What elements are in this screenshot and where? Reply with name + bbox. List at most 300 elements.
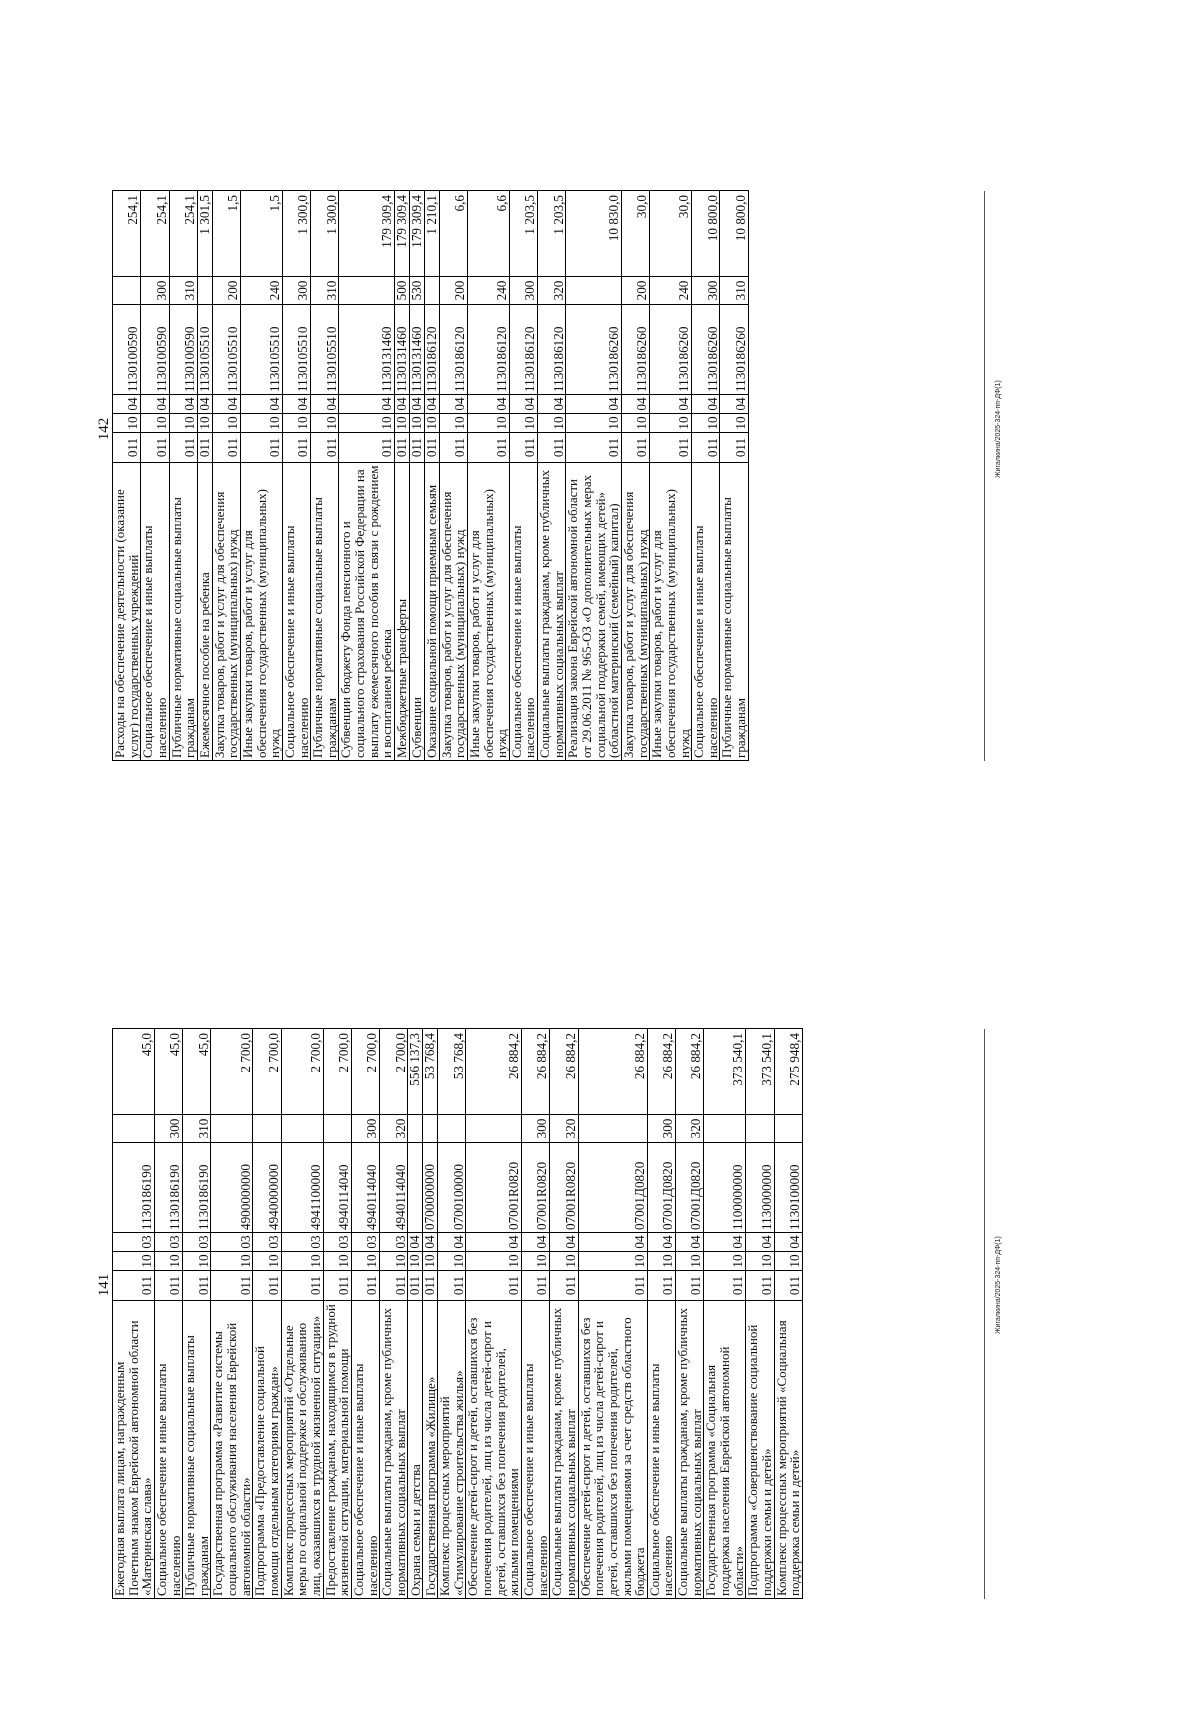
cell-name: Подпрограмма «Предоставление социальной помощи отдельным категориям граждан» <box>253 1301 281 1599</box>
table-row <box>438 1029 466 1599</box>
table-row <box>169 191 197 761</box>
table-row <box>113 1029 155 1599</box>
cell-admin: 011 <box>113 433 141 463</box>
cell-pr: 04 <box>647 1233 675 1252</box>
cell-csr: 1130186190 <box>183 1143 211 1233</box>
cell-pr: 04 <box>774 1233 802 1252</box>
cell-pr: 04 <box>409 395 424 414</box>
cell-sum: 1,5 <box>240 191 282 277</box>
cell-vr <box>281 1115 323 1143</box>
cell-sum: 2 700,0 <box>253 1029 281 1115</box>
cell-sum: 179 309,4 <box>395 191 410 277</box>
cell-admin: 011 <box>550 1271 578 1301</box>
cell-sum: 26 884,2 <box>647 1029 675 1115</box>
cell-name: Социальное обеспечение и иные выплаты населению <box>282 463 310 761</box>
cell-vr <box>566 277 622 305</box>
cell-sum: 1,5 <box>212 191 240 277</box>
cell-sum: 1 210,1 <box>424 191 439 277</box>
cell-admin: 011 <box>282 433 310 463</box>
cell-name: Иные закупки товаров, работ и услуг для обеспечения государственных (муниципальных) нужд <box>467 463 509 761</box>
cell-csr: 1130186260 <box>621 305 649 395</box>
cell-rz: 10 <box>647 1252 675 1271</box>
cell-rz: 10 <box>282 414 310 433</box>
cell-vr <box>339 277 395 305</box>
table-row <box>183 1029 211 1599</box>
cell-rz: 10 <box>323 1252 351 1271</box>
budget-table <box>112 1028 803 1599</box>
cell-rz: 10 <box>424 414 439 433</box>
cell-sum: 1 300,0 <box>282 191 310 277</box>
cell-admin: 011 <box>141 433 169 463</box>
cell-name: Межбюджетные трансферты <box>395 463 410 761</box>
cell-pr: 04 <box>113 395 141 414</box>
cell-rz: 10 <box>253 1252 281 1271</box>
cell-name: Государственная программа «Развитие системы социального обслуживания населения Еврейской автономной области» <box>211 1301 253 1599</box>
table-row <box>467 191 509 761</box>
cell-name: Закупка товаров, работ и услуг для обеспечения государственных (муниципальных) нужд <box>439 463 467 761</box>
cell-admin: 011 <box>395 433 410 463</box>
cell-admin: 011 <box>154 1271 182 1301</box>
cell-csr: 07001Д0820 <box>578 1143 647 1233</box>
cell-pr: 04 <box>311 395 339 414</box>
cell-admin: 011 <box>253 1271 281 1301</box>
cell-csr: 4941100000 <box>281 1143 323 1233</box>
cell-rz: 10 <box>154 1252 182 1271</box>
cell-pr: 04 <box>704 1233 746 1252</box>
cell-pr: 03 <box>351 1233 379 1252</box>
table-row <box>566 191 622 761</box>
cell-sum: 254,1 <box>113 191 141 277</box>
cell-csr: 0700000000 <box>423 1143 438 1233</box>
cell-csr: 1100000000 <box>704 1143 746 1233</box>
cell-vr: 530 <box>409 277 424 305</box>
cell-csr: 1130105510 <box>197 305 212 395</box>
cell-vr: 320 <box>550 1115 578 1143</box>
table-row <box>720 191 748 761</box>
cell-sum: 254,1 <box>141 191 169 277</box>
cell-name: Комплекс процессных мероприятий «Стимулирование строительства жилья» <box>438 1301 466 1599</box>
cell-pr: 04 <box>720 395 748 414</box>
cell-admin: 011 <box>409 433 424 463</box>
cell-rz: 10 <box>650 414 692 433</box>
cell-name: Реализация закона Еврейской автономной области от 29.06.2011 № 965-ОЗ «О дополнительных мерах социальной поддержки семей, имеющих детей» (областной материнский (семейный) капитал) <box>566 463 622 761</box>
cell-admin: 011 <box>212 433 240 463</box>
cell-csr: 1130131460 <box>395 305 410 395</box>
cell-admin: 011 <box>281 1271 323 1301</box>
cell-vr: 300 <box>509 277 537 305</box>
cell-csr: 1130105510 <box>240 305 282 395</box>
cell-csr: 1130186120 <box>424 305 439 395</box>
cell-name: Социальные выплаты гражданам, кроме публичных нормативных социальных выплат <box>550 1301 578 1599</box>
cell-pr: 04 <box>676 1233 704 1252</box>
cell-sum: 179 309,4 <box>409 191 424 277</box>
cell-name: Охрана семьи и детства <box>408 1301 423 1599</box>
footer-code: Жигалкина/2025-324-пп-ДФ(1) <box>995 1236 1002 1334</box>
cell-sum: 275 948,4 <box>774 1029 802 1115</box>
cell-pr: 04 <box>522 1233 550 1252</box>
cell-csr: 4940114040 <box>323 1143 351 1233</box>
cell-admin: 011 <box>509 433 537 463</box>
cell-name: Подпрограмма «Совершенствование социальной поддержки семьи и детей» <box>746 1301 774 1599</box>
cell-vr: 310 <box>169 277 197 305</box>
cell-vr <box>578 1115 647 1143</box>
cell-name: Предоставление гражданам, находящимся в трудной жизненной ситуации, материальной помощи <box>323 1301 351 1599</box>
cell-vr: 200 <box>212 277 240 305</box>
cell-name: Закупка товаров, работ и услуг для обеспечения государственных (муниципальных) нужд <box>212 463 240 761</box>
table-row <box>113 191 141 761</box>
cell-admin: 011 <box>538 433 566 463</box>
cell-rz: 10 <box>746 1252 774 1271</box>
cell-vr: 240 <box>650 277 692 305</box>
cell-admin: 011 <box>578 1271 647 1301</box>
cell-admin: 011 <box>621 433 649 463</box>
cell-name: Социальные выплаты гражданам, кроме публичных нормативных социальных выплат <box>380 1301 408 1599</box>
cell-admin: 011 <box>197 433 212 463</box>
cell-rz: 10 <box>550 1252 578 1271</box>
cell-pr: 04 <box>550 1233 578 1252</box>
cell-rz: 10 <box>704 1252 746 1271</box>
cell-rz: 10 <box>197 414 212 433</box>
cell-vr: 300 <box>647 1115 675 1143</box>
cell-csr: 07001Д0820 <box>676 1143 704 1233</box>
cell-admin: 011 <box>169 433 197 463</box>
cell-pr: 03 <box>253 1233 281 1252</box>
cell-csr: 1130186120 <box>439 305 467 395</box>
cell-name: Социальное обеспечение и иные выплаты населению <box>522 1301 550 1599</box>
cell-sum: 26 884,2 <box>466 1029 522 1115</box>
table-row <box>676 1029 704 1599</box>
cell-rz: 10 <box>676 1252 704 1271</box>
cell-rz: 10 <box>113 1252 155 1271</box>
cell-csr: 1130100590 <box>141 305 169 395</box>
cell-vr: 300 <box>282 277 310 305</box>
cell-rz: 10 <box>311 414 339 433</box>
cell-rz: 10 <box>467 414 509 433</box>
cell-name: Социальное обеспечение и иные выплаты населению <box>692 463 720 761</box>
cell-vr: 200 <box>439 277 467 305</box>
cell-pr: 04 <box>339 395 395 414</box>
cell-admin: 011 <box>323 1271 351 1301</box>
cell-name: Ежемесячное пособие на ребенка <box>197 463 212 761</box>
cell-pr: 04 <box>538 395 566 414</box>
cell-csr: 1130105510 <box>212 305 240 395</box>
table-row <box>408 1029 423 1599</box>
cell-rz: 10 <box>522 1252 550 1271</box>
cell-sum: 1 301,5 <box>197 191 212 277</box>
cell-pr: 04 <box>424 395 439 414</box>
cell-name: Публичные нормативные социальные выплаты гражданам <box>183 1301 211 1599</box>
cell-csr: 07001R0820 <box>466 1143 522 1233</box>
cell-admin: 011 <box>408 1271 423 1301</box>
table-row <box>240 191 282 761</box>
cell-pr: 03 <box>380 1233 408 1252</box>
cell-sum: 53 768,4 <box>423 1029 438 1115</box>
cell-vr <box>113 1115 155 1143</box>
cell-csr: 1130100590 <box>113 305 141 395</box>
cell-rz: 10 <box>141 414 169 433</box>
cell-csr: 1130186260 <box>650 305 692 395</box>
cell-csr: 07001R0820 <box>550 1143 578 1233</box>
cell-name: Государственная программа «Социальная поддержка населения Еврейской автономной области» <box>704 1301 746 1599</box>
cell-rz: 10 <box>408 1252 423 1271</box>
cell-vr <box>211 1115 253 1143</box>
cell-name: Государственная программа «Жилище» <box>423 1301 438 1599</box>
cell-rz: 10 <box>169 414 197 433</box>
cell-rz: 10 <box>692 414 720 433</box>
cell-admin: 011 <box>439 433 467 463</box>
cell-csr: 1130186260 <box>720 305 748 395</box>
cell-sum: 30,0 <box>621 191 649 277</box>
cell-name: Расходы на обеспечение деятельности (оказание услуг) государственных учреждений <box>113 463 141 761</box>
cell-admin: 011 <box>240 433 282 463</box>
cell-sum: 30,0 <box>650 191 692 277</box>
cell-vr <box>424 277 439 305</box>
cell-csr: 1130186120 <box>538 305 566 395</box>
table-row <box>141 191 169 761</box>
cell-vr <box>438 1115 466 1143</box>
cell-admin: 011 <box>351 1271 379 1301</box>
cell-sum: 2 700,0 <box>380 1029 408 1115</box>
cell-pr: 04 <box>282 395 310 414</box>
cell-vr: 310 <box>311 277 339 305</box>
cell-rz: 10 <box>380 1252 408 1271</box>
cell-sum: 10 830,0 <box>566 191 622 277</box>
cell-vr: 300 <box>692 277 720 305</box>
cell-csr: 1130186260 <box>566 305 622 395</box>
table-row <box>538 191 566 761</box>
cell-pr: 04 <box>197 395 212 414</box>
table-row <box>692 191 720 761</box>
cell-csr: 1130131460 <box>339 305 395 395</box>
cell-csr: 07001Д0820 <box>647 1143 675 1233</box>
table-row <box>339 191 395 761</box>
cell-rz: 10 <box>240 414 282 433</box>
table-row <box>351 1029 379 1599</box>
cell-vr: 300 <box>351 1115 379 1143</box>
cell-rz: 10 <box>351 1252 379 1271</box>
cell-name: Оказание социальной помощи приемным семьям <box>424 463 439 761</box>
cell-sum: 45,0 <box>154 1029 182 1115</box>
cell-rz: 10 <box>281 1252 323 1271</box>
table-row <box>509 191 537 761</box>
cell-name: Комплекс процессных мероприятий «Социальная поддержка семьи и детей» <box>774 1301 802 1599</box>
table-row <box>380 1029 408 1599</box>
cell-vr: 320 <box>538 277 566 305</box>
cell-csr: 1130186120 <box>467 305 509 395</box>
cell-csr: 4940000000 <box>253 1143 281 1233</box>
cell-sum: 373 540,1 <box>704 1029 746 1115</box>
cell-sum: 373 540,1 <box>746 1029 774 1115</box>
cell-pr: 04 <box>467 395 509 414</box>
cell-pr: 04 <box>169 395 197 414</box>
cell-csr: 1130186190 <box>154 1143 182 1233</box>
cell-name: Социальное обеспечение и иные выплаты населению <box>351 1301 379 1599</box>
cell-sum: 10 800,0 <box>720 191 748 277</box>
table-row <box>424 191 439 761</box>
cell-admin: 011 <box>466 1271 522 1301</box>
cell-sum: 1 203,5 <box>538 191 566 277</box>
cell-sum: 2 700,0 <box>323 1029 351 1115</box>
table-row <box>197 191 212 761</box>
table-row <box>253 1029 281 1599</box>
cell-vr: 310 <box>720 277 748 305</box>
cell-rz: 10 <box>211 1252 253 1271</box>
table-row <box>311 191 339 761</box>
cell-pr: 04 <box>240 395 282 414</box>
cell-name: Обеспечение детей-сирот и детей, оставшихся без попечения родителей, лиц из числа детей-сирот и детей, оставшихся без попечения родителей, жилыми помещениями <box>466 1301 522 1599</box>
cell-csr: 1130186190 <box>113 1143 155 1233</box>
cell-pr: 04 <box>566 395 622 414</box>
cell-pr: 04 <box>438 1233 466 1252</box>
cell-admin: 011 <box>211 1271 253 1301</box>
cell-csr: 1130186120 <box>509 305 537 395</box>
cell-vr: 300 <box>141 277 169 305</box>
cell-sum: 254,1 <box>169 191 197 277</box>
cell-csr: 1130186260 <box>692 305 720 395</box>
cell-admin: 011 <box>339 433 395 463</box>
cell-rz: 10 <box>395 414 410 433</box>
cell-pr: 03 <box>183 1233 211 1252</box>
cell-pr: 04 <box>423 1233 438 1252</box>
table-row <box>647 1029 675 1599</box>
cell-pr: 04 <box>509 395 537 414</box>
cell-pr: 04 <box>692 395 720 414</box>
cell-admin: 011 <box>692 433 720 463</box>
table-row <box>423 1029 438 1599</box>
cell-name: Комплекс процессных мероприятий «Отдельные меры по социальной поддержке и обслуживанию лиц, оказавшихся в трудной жизненной ситуации» <box>281 1301 323 1599</box>
cell-rz: 10 <box>621 414 649 433</box>
cell-admin: 011 <box>746 1271 774 1301</box>
cell-name: Иные закупки товаров, работ и услуг для обеспечения государственных (муниципальных) нужд <box>650 463 692 761</box>
cell-sum: 179 309,4 <box>339 191 395 277</box>
cell-name: Обеспечение детей-сирот и детей, оставшихся без попечения родителей, лиц из числа детей-сирот и детей, оставшихся без попечения родителей, жилыми помещениями за счет средств областного бюджета <box>578 1301 647 1599</box>
cell-vr <box>466 1115 522 1143</box>
cell-vr: 240 <box>240 277 282 305</box>
table-row <box>154 1029 182 1599</box>
cell-pr: 04 <box>746 1233 774 1252</box>
cell-vr: 200 <box>621 277 649 305</box>
cell-name: Социальные выплаты гражданам, кроме публичных нормативных социальных выплат <box>676 1301 704 1599</box>
cell-pr: 03 <box>113 1233 155 1252</box>
cell-admin: 011 <box>566 433 622 463</box>
table-row <box>439 191 467 761</box>
cell-rz: 10 <box>774 1252 802 1271</box>
page-number: 141 <box>96 1273 112 1297</box>
table-row <box>409 191 424 761</box>
table-row <box>395 191 410 761</box>
cell-name: Публичные нормативные социальные выплаты гражданам <box>720 463 748 761</box>
cell-name: Публичные нормативные социальные выплаты гражданам <box>311 463 339 761</box>
cell-sum: 556 137,3 <box>408 1029 423 1115</box>
cell-pr: 04 <box>621 395 649 414</box>
cell-rz: 10 <box>409 414 424 433</box>
cell-sum: 45,0 <box>113 1029 155 1115</box>
cell-name: Социальное обеспечение и иные выплаты населению <box>141 463 169 761</box>
cell-rz: 10 <box>113 414 141 433</box>
cell-rz: 10 <box>720 414 748 433</box>
footer-rule <box>984 1029 985 1599</box>
page-142 <box>0 1 1200 857</box>
cell-admin: 011 <box>113 1271 155 1301</box>
cell-vr <box>323 1115 351 1143</box>
cell-sum: 2 700,0 <box>351 1029 379 1115</box>
table-row <box>746 1029 774 1599</box>
cell-csr: 1130105510 <box>282 305 310 395</box>
cell-rz: 10 <box>339 414 395 433</box>
table-row <box>650 191 692 761</box>
cell-sum: 26 884,2 <box>522 1029 550 1115</box>
cell-pr: 04 <box>650 395 692 414</box>
budget-table <box>112 190 749 761</box>
table-row <box>212 191 240 761</box>
cell-pr: 04 <box>466 1233 522 1252</box>
cell-pr: 04 <box>439 395 467 414</box>
cell-sum: 26 884,2 <box>676 1029 704 1115</box>
cell-rz: 10 <box>466 1252 522 1271</box>
cell-name: Субвенции бюджету Фонда пенсионного и социального страхования Российской Федерации на выплату ежемесячного пособия в связи с рождением и воспитанием ребенка <box>339 463 395 761</box>
cell-vr: 300 <box>522 1115 550 1143</box>
cell-csr: 4940114040 <box>380 1143 408 1233</box>
cell-pr: 03 <box>211 1233 253 1252</box>
table-row <box>323 1029 351 1599</box>
cell-sum: 6,6 <box>467 191 509 277</box>
cell-name: Социальное обеспечение и иные выплаты населению <box>154 1301 182 1599</box>
cell-sum: 45,0 <box>183 1029 211 1115</box>
cell-rz: 10 <box>183 1252 211 1271</box>
cell-pr: 03 <box>323 1233 351 1252</box>
cell-csr: 1130100000 <box>774 1143 802 1233</box>
page-number: 142 <box>96 417 112 441</box>
cell-name: Закупка товаров, работ и услуг для обеспечения государственных (муниципальных) нужд <box>621 463 649 761</box>
table-row <box>621 191 649 761</box>
cell-admin: 011 <box>774 1271 802 1301</box>
cell-csr: 1130131460 <box>409 305 424 395</box>
cell-pr: 04 <box>408 1233 423 1252</box>
cell-vr: 240 <box>467 277 509 305</box>
cell-pr: 03 <box>154 1233 182 1252</box>
cell-vr: 310 <box>183 1115 211 1143</box>
cell-name: Субвенции <box>409 463 424 761</box>
cell-pr: 03 <box>281 1233 323 1252</box>
cell-admin: 011 <box>650 433 692 463</box>
cell-vr: 320 <box>676 1115 704 1143</box>
cell-rz: 10 <box>538 414 566 433</box>
cell-admin: 011 <box>423 1271 438 1301</box>
cell-rz: 10 <box>509 414 537 433</box>
table-row <box>550 1029 578 1599</box>
cell-sum: 1 203,5 <box>509 191 537 277</box>
cell-admin: 011 <box>720 433 748 463</box>
table-row <box>774 1029 802 1599</box>
cell-csr: 07001R0820 <box>522 1143 550 1233</box>
cell-vr: 320 <box>380 1115 408 1143</box>
table-row <box>282 191 310 761</box>
cell-vr <box>197 277 212 305</box>
table-row <box>466 1029 522 1599</box>
cell-vr: 500 <box>395 277 410 305</box>
cell-pr: 04 <box>212 395 240 414</box>
cell-name: Публичные нормативные социальные выплаты гражданам <box>169 463 197 761</box>
page-141 <box>0 857 1200 1713</box>
cell-admin: 011 <box>311 433 339 463</box>
cell-sum: 26 884,2 <box>578 1029 647 1115</box>
cell-admin: 011 <box>676 1271 704 1301</box>
cell-name: Социальное обеспечение и иные выплаты населению <box>647 1301 675 1599</box>
cell-sum: 53 768,4 <box>438 1029 466 1115</box>
cell-vr <box>408 1115 423 1143</box>
table-row <box>281 1029 323 1599</box>
cell-vr <box>774 1115 802 1143</box>
